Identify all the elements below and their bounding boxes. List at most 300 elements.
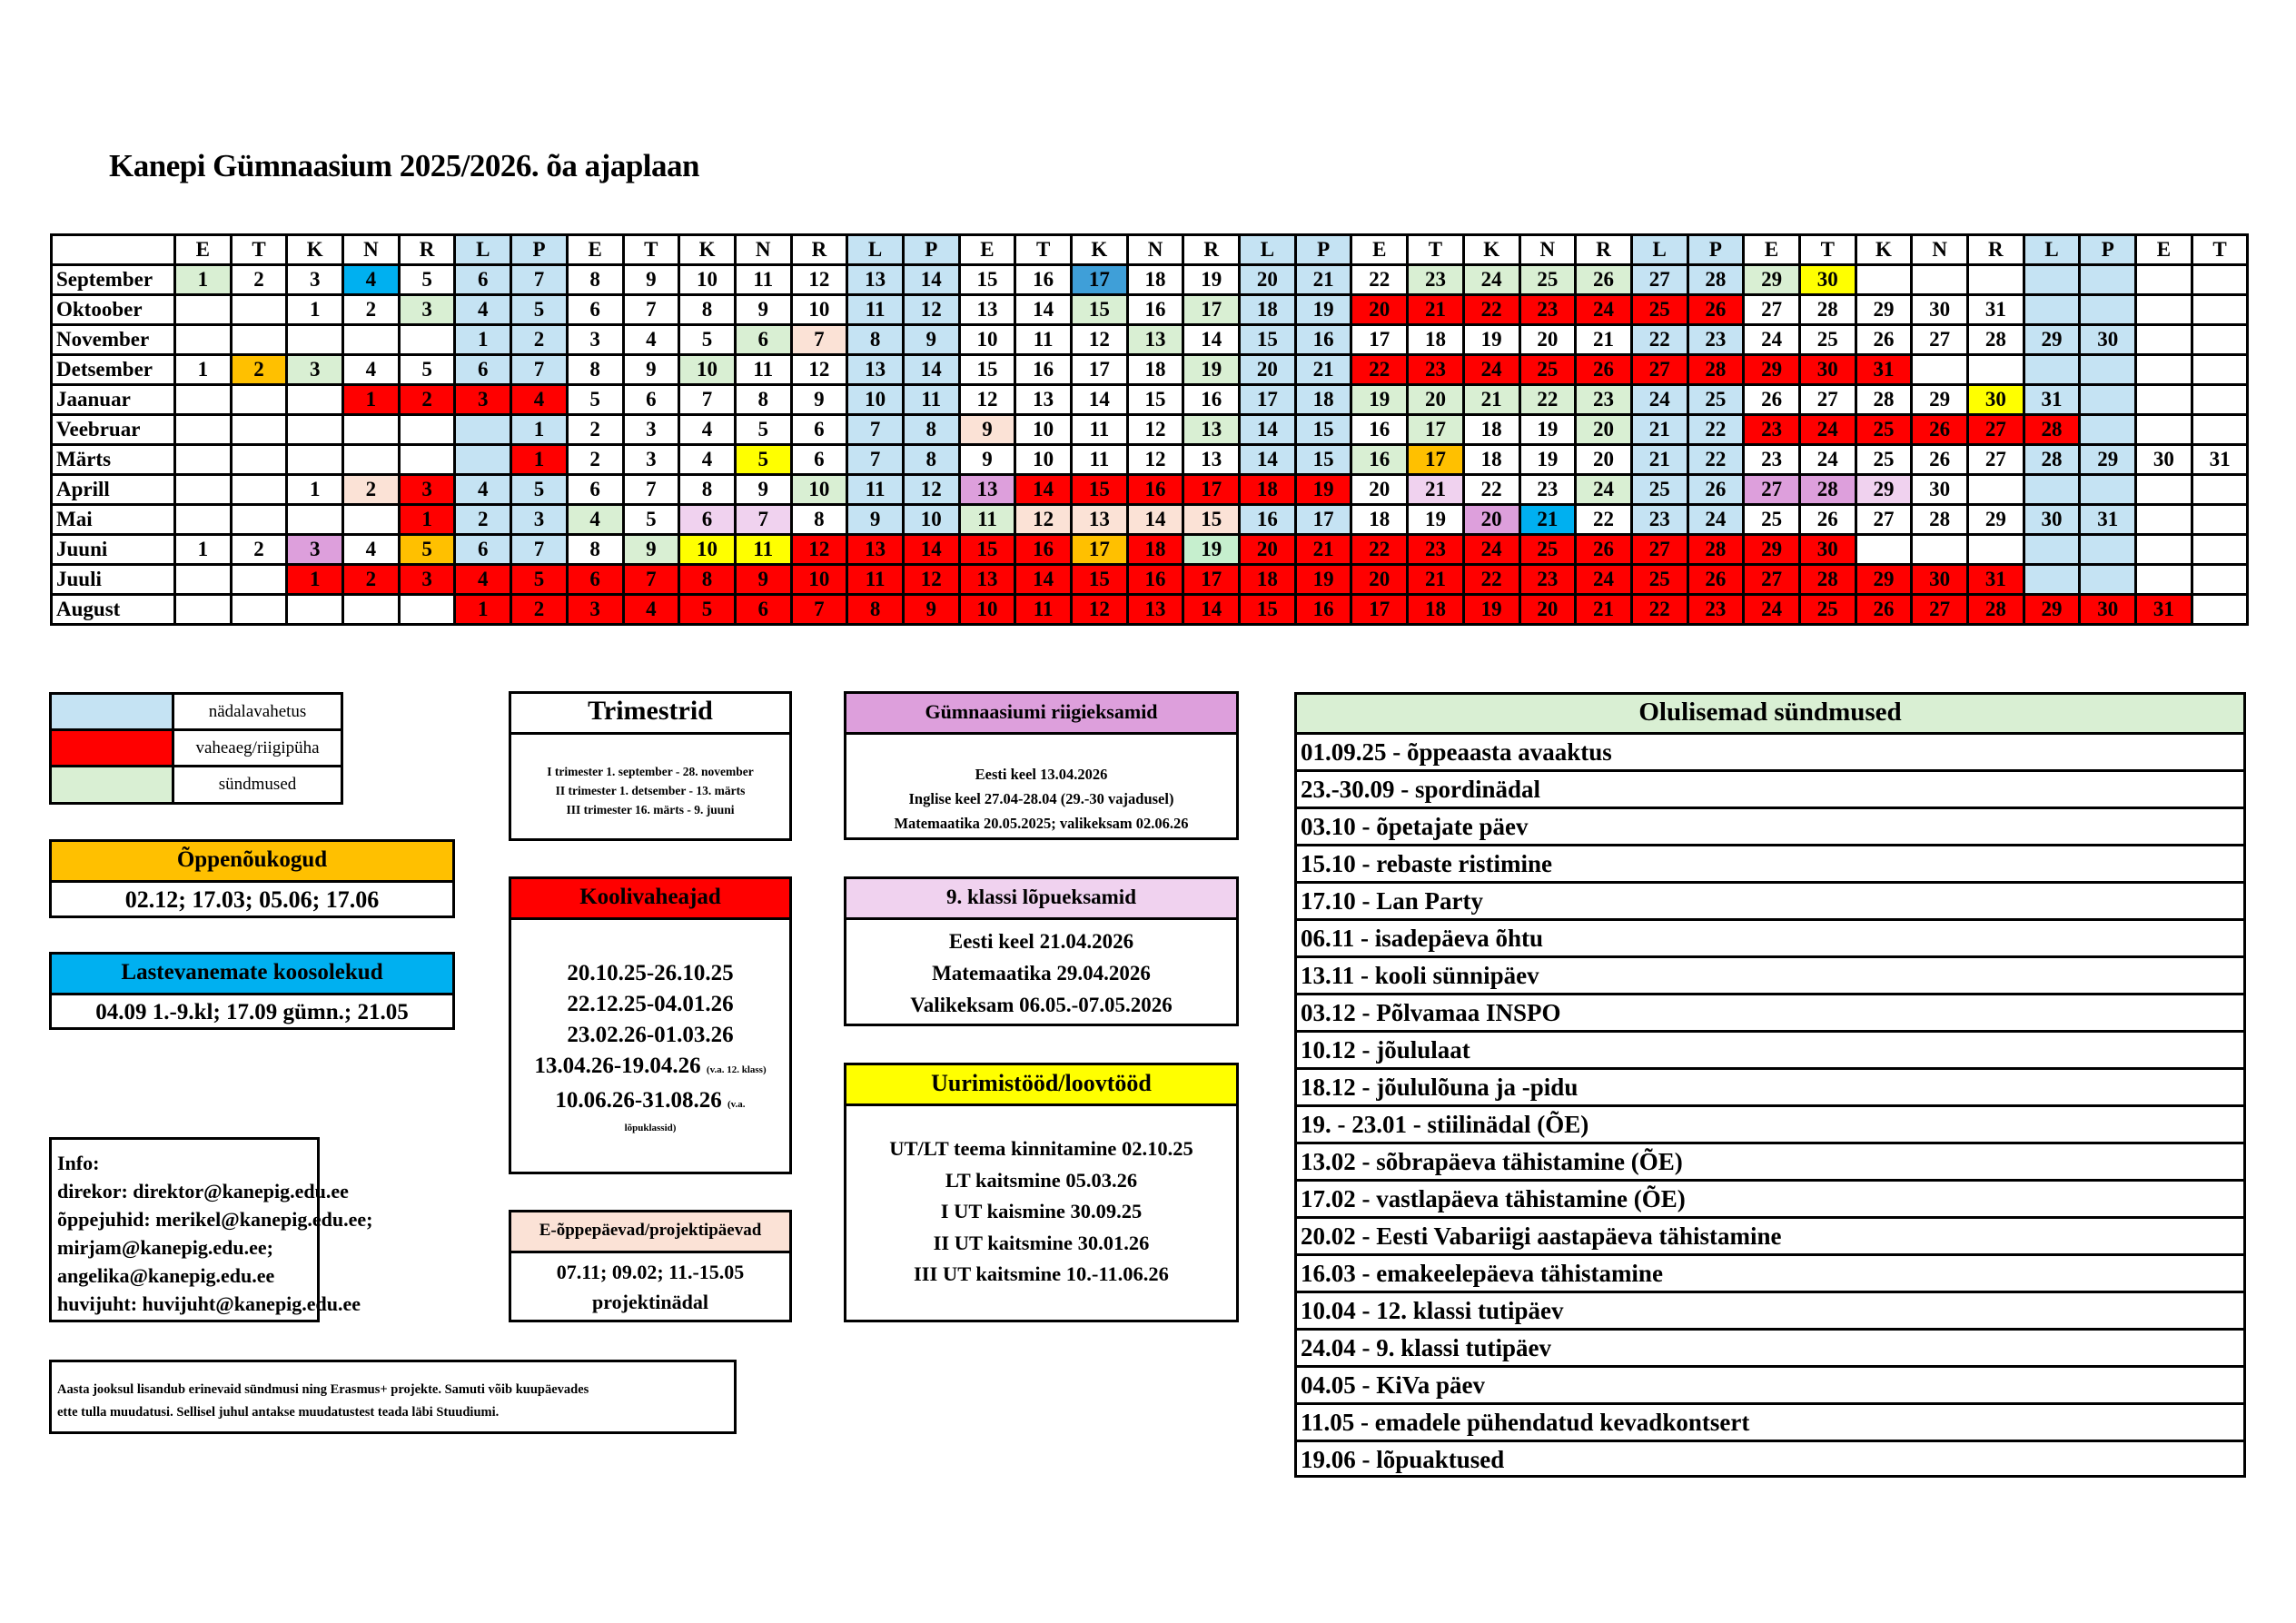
day-cell: 31 — [2024, 385, 2080, 415]
day-cell: 9 — [959, 415, 1015, 445]
note-line: Aasta jooksul lisandub erinevaid sündmusi ning Erasmus+ projekte. Samuti võib kuupäevades — [57, 1382, 589, 1397]
grade9-exams-box — [844, 876, 1239, 1026]
day-cell: 3 — [623, 445, 679, 475]
day-cell: 2 — [343, 475, 400, 505]
day-cell: 23 — [1519, 295, 1576, 325]
research-works-box — [844, 1063, 1239, 1322]
day-cell: 9 — [735, 475, 791, 505]
event-item: 19.06 - lõpuaktused — [1301, 1446, 1505, 1473]
empty-cell — [287, 325, 343, 355]
holiday-dates: 20.10.25-26.10.25 — [567, 961, 734, 985]
box-text: 04.09 1.-9.kl; 17.09 gümn.; 21.05 — [95, 1000, 409, 1024]
day-cell: 21 — [1631, 445, 1687, 475]
weekday-header: K — [287, 235, 343, 265]
day-cell: 18 — [1408, 595, 1464, 625]
day-cell: 14 — [1183, 595, 1240, 625]
empty-cell — [2024, 355, 2080, 385]
day-cell: 12 — [903, 565, 959, 595]
day-cell: 3 — [623, 415, 679, 445]
weekday-header: L — [1240, 235, 1296, 265]
empty-cell — [231, 565, 287, 595]
day-cell: 30 — [2080, 325, 2136, 355]
empty-cell — [399, 595, 455, 625]
day-cell: 29 — [1744, 265, 1800, 295]
event-item: 06.11 - isadepäeva õhtu — [1297, 921, 2243, 958]
empty-cell — [2192, 475, 2248, 505]
empty-cell — [2136, 475, 2192, 505]
empty-cell — [2080, 565, 2136, 595]
day-cell: 27 — [1912, 325, 1968, 355]
day-cell: 13 — [1015, 385, 1072, 415]
event-item: 16.03 - emakeelepäeva tähistamine — [1297, 1256, 2243, 1293]
day-cell: 15 — [1072, 565, 1128, 595]
day-cell: 1 — [287, 565, 343, 595]
day-cell: 4 — [455, 565, 511, 595]
box-title: Lastevanemate koosolekud — [52, 955, 452, 995]
day-cell: 22 — [1576, 505, 1632, 535]
day-cell: 30 — [2080, 595, 2136, 625]
holiday-line — [511, 989, 789, 1020]
day-cell: 16 — [1295, 595, 1351, 625]
holiday-dates: 22.12.25-04.01.26 — [567, 992, 734, 1016]
day-cell: 5 — [399, 265, 455, 295]
day-cell: 6 — [567, 565, 623, 595]
day-cell: 3 — [399, 475, 455, 505]
empty-cell — [231, 295, 287, 325]
day-cell: 22 — [1351, 535, 1408, 565]
day-cell: 11 — [1015, 595, 1072, 625]
day-cell: 5 — [511, 295, 568, 325]
weekday-header: P — [2080, 235, 2136, 265]
empty-cell — [2080, 385, 2136, 415]
day-cell: 17 — [1183, 565, 1240, 595]
box-title: E-õppepäevad/projektipäevad — [511, 1212, 789, 1253]
day-cell: 6 — [455, 355, 511, 385]
weekday-header: T — [1015, 235, 1072, 265]
day-cell: 2 — [231, 535, 287, 565]
month-row — [52, 295, 2248, 325]
e-learning-days-box — [509, 1210, 792, 1322]
day-cell: 31 — [1856, 355, 1912, 385]
day-cell: 14 — [1015, 295, 1072, 325]
day-cell: 20 — [1351, 565, 1408, 595]
event-item: 18.12 - jõululõuna ja -pidu — [1297, 1070, 2243, 1107]
day-cell: 16 — [1295, 325, 1351, 355]
day-cell: 13 — [1127, 595, 1183, 625]
empty-cell — [399, 415, 455, 445]
day-cell: 24 — [1463, 265, 1519, 295]
empty-cell — [175, 445, 232, 475]
exam-line: Inglise keel 27.04-28.04 (29.-30 vajadusel) — [908, 790, 1174, 807]
day-cell: 5 — [399, 535, 455, 565]
day-cell: 7 — [847, 445, 904, 475]
event-item: 23.-30.09 - spordinädal — [1297, 772, 2243, 809]
day-cell: 15 — [1295, 445, 1351, 475]
weekday-header: R — [1183, 235, 1240, 265]
day-cell: 24 — [1799, 445, 1856, 475]
day-cell: 2 — [231, 355, 287, 385]
day-cell: 25 — [1519, 535, 1576, 565]
weekday-header: T — [1408, 235, 1464, 265]
day-cell: 21 — [1295, 355, 1351, 385]
day-cell: 30 — [1912, 295, 1968, 325]
day-cell: 11 — [959, 505, 1015, 535]
holiday-line — [511, 1020, 789, 1051]
empty-cell — [1968, 265, 2024, 295]
day-cell: 12 — [903, 475, 959, 505]
day-cell: 1 — [343, 385, 400, 415]
empty-cell — [2024, 295, 2080, 325]
day-cell: 17 — [1351, 595, 1408, 625]
day-cell: 26 — [1687, 475, 1744, 505]
day-cell: 17 — [1183, 295, 1240, 325]
weekday-header: P — [903, 235, 959, 265]
day-cell: 4 — [623, 325, 679, 355]
weekday-header: L — [1631, 235, 1687, 265]
day-cell: 7 — [511, 355, 568, 385]
month-name: Detsember — [52, 355, 175, 385]
day-cell: 7 — [735, 505, 791, 535]
month-row — [52, 385, 2248, 415]
day-cell: 28 — [1968, 325, 2024, 355]
day-cell: 1 — [287, 295, 343, 325]
day-cell: 11 — [847, 295, 904, 325]
event-item: 03.12 - Põlvamaa INSPO — [1297, 995, 2243, 1033]
day-cell: 26 — [1687, 295, 1744, 325]
day-cell: 4 — [679, 415, 736, 445]
day-cell: 16 — [1351, 445, 1408, 475]
empty-cell — [2024, 565, 2080, 595]
day-cell: 17 — [1072, 355, 1128, 385]
day-cell: 26 — [1856, 595, 1912, 625]
day-cell: 21 — [1408, 295, 1464, 325]
month-row — [52, 415, 2248, 445]
day-cell: 5 — [679, 595, 736, 625]
box-line: projektinädal — [592, 1291, 708, 1313]
day-cell: 18 — [1127, 355, 1183, 385]
day-cell: 5 — [735, 415, 791, 445]
weekday-header: N — [343, 235, 400, 265]
day-cell: 21 — [1576, 325, 1632, 355]
weekday-header: E — [2136, 235, 2192, 265]
empty-cell — [2192, 595, 2248, 625]
day-cell: 26 — [1912, 445, 1968, 475]
event-item: 17.10 - Lan Party — [1297, 884, 2243, 921]
day-cell: 23 — [1408, 535, 1464, 565]
day-cell: 27 — [1631, 535, 1687, 565]
weekday-header: K — [679, 235, 736, 265]
day-cell: 5 — [679, 325, 736, 355]
day-cell: 23 — [1519, 475, 1576, 505]
day-cell: 6 — [791, 445, 847, 475]
day-cell: 31 — [2192, 445, 2248, 475]
day-cell: 1 — [511, 415, 568, 445]
day-cell: 5 — [511, 475, 568, 505]
day-cell: 12 — [791, 265, 847, 295]
legend — [49, 692, 343, 805]
day-cell: 9 — [903, 325, 959, 355]
trimester-line: II trimester 1. detsember - 13. märts — [555, 784, 746, 797]
day-cell: 25 — [1631, 475, 1687, 505]
day-cell: 22 — [1463, 475, 1519, 505]
day-cell: 19 — [1463, 595, 1519, 625]
day-cell: 25 — [1631, 565, 1687, 595]
events-list — [1294, 692, 2246, 1478]
day-cell: 21 — [1576, 595, 1632, 625]
research-line: III UT kaitsmine 10.-11.06.26 — [914, 1262, 1169, 1285]
day-cell: 6 — [567, 295, 623, 325]
empty-cell — [231, 595, 287, 625]
day-cell: 19 — [1463, 325, 1519, 355]
day-cell: 14 — [1127, 505, 1183, 535]
day-cell: 31 — [1968, 565, 2024, 595]
day-cell: 30 — [1799, 355, 1856, 385]
day-cell: 20 — [1408, 385, 1464, 415]
empty-cell — [2024, 535, 2080, 565]
day-cell: 20 — [1576, 445, 1632, 475]
day-cell: 20 — [1463, 505, 1519, 535]
empty-cell — [2136, 565, 2192, 595]
day-cell: 21 — [1408, 565, 1464, 595]
exam-line: Eesti keel 13.04.2026 — [975, 766, 1108, 783]
empty-cell — [2192, 295, 2248, 325]
day-cell: 10 — [847, 385, 904, 415]
day-cell: 13 — [959, 565, 1015, 595]
day-cell: 8 — [791, 505, 847, 535]
day-cell: 13 — [847, 265, 904, 295]
holiday-note: (v.a. — [727, 1099, 746, 1110]
day-cell: 11 — [735, 355, 791, 385]
day-cell: 17 — [1295, 505, 1351, 535]
day-cell: 1 — [511, 445, 568, 475]
day-cell: 22 — [1687, 415, 1744, 445]
day-cell: 26 — [1912, 415, 1968, 445]
day-cell: 21 — [1408, 475, 1464, 505]
empty-cell — [2192, 535, 2248, 565]
day-cell: 19 — [1351, 385, 1408, 415]
day-cell: 10 — [791, 295, 847, 325]
day-cell: 2 — [511, 325, 568, 355]
day-cell: 12 — [791, 355, 847, 385]
weekday-header: P — [1687, 235, 1744, 265]
empty-cell — [1912, 265, 1968, 295]
day-cell: 1 — [455, 595, 511, 625]
empty-cell — [2136, 295, 2192, 325]
legend-swatch-holiday — [52, 731, 174, 765]
event-item: 11.05 - emadele pühendatud kevadkontsert — [1297, 1405, 2243, 1442]
empty-cell — [399, 325, 455, 355]
day-cell: 3 — [287, 535, 343, 565]
day-cell: 5 — [399, 355, 455, 385]
day-cell: 22 — [1463, 565, 1519, 595]
month-row — [52, 325, 2248, 355]
day-cell: 22 — [1463, 295, 1519, 325]
empty-cell — [2136, 265, 2192, 295]
day-cell: 24 — [1744, 325, 1800, 355]
day-cell: 26 — [1576, 535, 1632, 565]
empty-cell — [2024, 475, 2080, 505]
empty-cell — [2192, 415, 2248, 445]
day-cell: 24 — [1576, 565, 1632, 595]
weekday-header: R — [399, 235, 455, 265]
day-cell: 10 — [959, 325, 1015, 355]
day-cell: 15 — [1127, 385, 1183, 415]
event-item: 04.05 - KiVa päev — [1297, 1368, 2243, 1405]
day-cell: 3 — [567, 595, 623, 625]
empty-cell — [175, 595, 232, 625]
day-cell: 2 — [567, 445, 623, 475]
day-cell: 11 — [1015, 325, 1072, 355]
day-cell: 15 — [959, 355, 1015, 385]
day-cell: 25 — [1631, 295, 1687, 325]
day-cell: 24 — [1799, 415, 1856, 445]
empty-cell — [1968, 355, 2024, 385]
day-cell: 21 — [1295, 535, 1351, 565]
box-title: Õppenõukogud — [52, 842, 452, 883]
day-cell: 26 — [1576, 355, 1632, 385]
empty-cell — [175, 295, 232, 325]
day-cell: 11 — [1072, 415, 1128, 445]
day-cell: 9 — [735, 295, 791, 325]
day-cell: 23 — [1631, 505, 1687, 535]
legend-label: vaheaeg/riigipüha — [195, 738, 320, 757]
day-cell: 24 — [1687, 505, 1744, 535]
event-item: 13.11 - kooli sünnipäev — [1297, 958, 2243, 995]
parent-meetings-box — [49, 952, 455, 1030]
day-cell: 29 — [1744, 535, 1800, 565]
day-cell: 3 — [287, 355, 343, 385]
day-cell: 18 — [1127, 535, 1183, 565]
day-cell: 7 — [623, 565, 679, 595]
empty-cell — [231, 505, 287, 535]
day-cell: 7 — [511, 265, 568, 295]
day-cell: 9 — [623, 535, 679, 565]
empty-cell — [2136, 385, 2192, 415]
research-line: UT/LT teema kinnitamine 02.10.25 — [889, 1137, 1193, 1160]
day-cell: 10 — [791, 565, 847, 595]
day-cell: 15 — [959, 535, 1015, 565]
day-cell: 28 — [1687, 535, 1744, 565]
day-cell: 4 — [455, 475, 511, 505]
day-cell: 18 — [1240, 565, 1296, 595]
month-name: Märts — [52, 445, 175, 475]
day-cell: 30 — [2136, 445, 2192, 475]
event-item: 19. - 23.01 - stiilinädal (ÕE) — [1297, 1107, 2243, 1144]
legend-row-events — [52, 767, 341, 802]
empty-cell — [2080, 475, 2136, 505]
day-cell: 28 — [1799, 565, 1856, 595]
month-row — [52, 565, 2248, 595]
day-cell: 2 — [567, 415, 623, 445]
month-name: Juuli — [52, 565, 175, 595]
day-cell: 14 — [1240, 415, 1296, 445]
empty-cell — [175, 565, 232, 595]
school-holidays-box — [509, 876, 792, 1174]
empty-cell — [2080, 355, 2136, 385]
day-cell: 15 — [1240, 325, 1296, 355]
day-cell: 31 — [2080, 505, 2136, 535]
weekday-header: E — [567, 235, 623, 265]
day-cell: 17 — [1072, 535, 1128, 565]
trimester-line: III trimester 16. märts - 9. juuni — [566, 803, 735, 816]
day-cell: 11 — [1072, 445, 1128, 475]
weekday-header: T — [2192, 235, 2248, 265]
event-item: 03.10 - õpetajate päev — [1297, 809, 2243, 846]
day-cell: 7 — [679, 385, 736, 415]
day-cell: 12 — [1072, 325, 1128, 355]
day-cell: 14 — [1015, 565, 1072, 595]
event-item: 17.02 - vastlapäeva tähistamine (ÕE) — [1297, 1182, 2243, 1219]
empty-cell — [399, 445, 455, 475]
holiday-dates: 23.02.26-01.03.26 — [567, 1023, 734, 1047]
day-cell: 15 — [1072, 475, 1128, 505]
day-cell: 5 — [567, 385, 623, 415]
weekday-header: E — [959, 235, 1015, 265]
weekday-header: N — [1519, 235, 1576, 265]
weekday-header: E — [175, 235, 232, 265]
empty-cell — [231, 415, 287, 445]
day-cell: 26 — [1856, 325, 1912, 355]
day-cell: 29 — [1968, 505, 2024, 535]
empty-cell — [343, 595, 400, 625]
day-cell: 10 — [679, 535, 736, 565]
empty-cell — [2080, 535, 2136, 565]
month-name: November — [52, 325, 175, 355]
box-title: Koolivaheajad — [511, 879, 789, 920]
day-cell: 19 — [1295, 475, 1351, 505]
empty-cell — [2136, 505, 2192, 535]
day-cell: 10 — [679, 265, 736, 295]
weekday-header: L — [2024, 235, 2080, 265]
day-cell: 23 — [1744, 445, 1800, 475]
event-item: 10.04 - 12. klassi tutipäev — [1297, 1293, 2243, 1331]
day-cell: 28 — [1856, 385, 1912, 415]
day-cell: 24 — [1631, 385, 1687, 415]
day-cell: 8 — [567, 265, 623, 295]
month-row — [52, 445, 2248, 475]
research-line: LT kaitsmine 05.03.26 — [945, 1168, 1138, 1192]
day-cell: 20 — [1576, 415, 1632, 445]
day-cell: 18 — [1240, 295, 1296, 325]
empty-cell — [175, 415, 232, 445]
day-cell: 29 — [1912, 385, 1968, 415]
holiday-note-continued: lõpuklassid) — [624, 1123, 677, 1133]
box-title: 9. klassi lõpueksamid — [846, 879, 1236, 920]
exam-line: Matemaatika 29.04.2026 — [932, 962, 1151, 985]
day-cell: 10 — [791, 475, 847, 505]
empty-cell — [1856, 535, 1912, 565]
day-cell: 8 — [903, 445, 959, 475]
trimester-line: I trimester 1. september - 28. november — [547, 765, 754, 778]
day-cell: 18 — [1127, 265, 1183, 295]
day-cell: 10 — [1015, 445, 1072, 475]
day-cell: 7 — [623, 475, 679, 505]
empty-cell — [2080, 415, 2136, 445]
day-cell: 19 — [1295, 565, 1351, 595]
month-name: September — [52, 265, 175, 295]
day-cell: 17 — [1408, 445, 1464, 475]
day-cell: 3 — [455, 385, 511, 415]
day-cell: 8 — [735, 385, 791, 415]
day-cell: 19 — [1519, 445, 1576, 475]
day-cell: 15 — [1072, 295, 1128, 325]
note-line: ette tulla muudatusi. Sellisel juhul antakse muudatustest teada läbi Stuudiumi. — [57, 1405, 500, 1420]
day-cell: 19 — [1295, 295, 1351, 325]
weekday-header: R — [1968, 235, 2024, 265]
day-cell: 26 — [1744, 385, 1800, 415]
day-cell: 29 — [1856, 295, 1912, 325]
weekday-header: T — [623, 235, 679, 265]
